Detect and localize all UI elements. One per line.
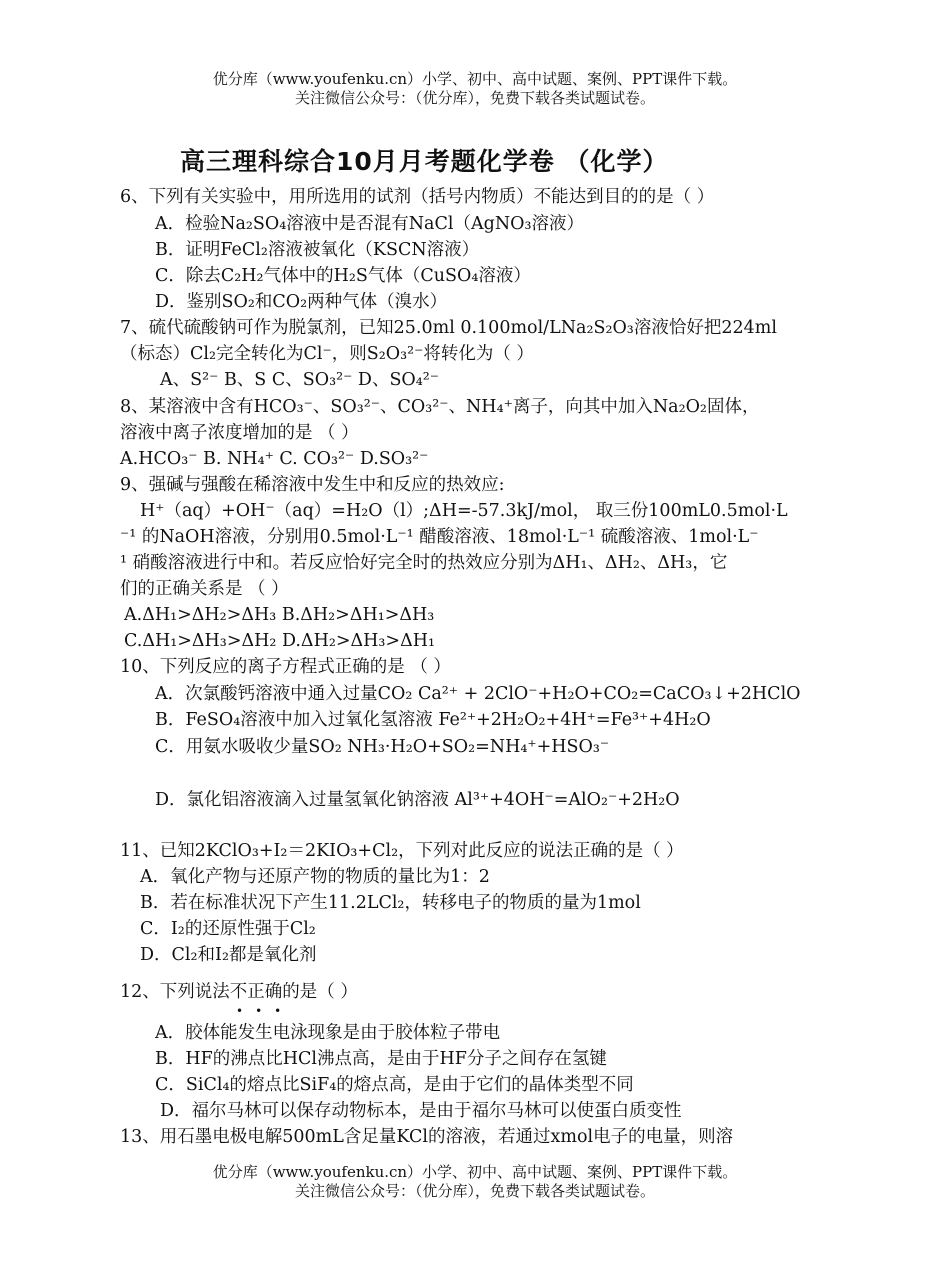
- question-6: 6、下列有关实验中，用所选用的试剂（括号内物质）不能达到目的的是（ ）: [120, 187, 715, 207]
- header-line-2: 关注微信公众号：（优分库），免费下载各类试题试卷。: [294, 89, 655, 107]
- option-11b: B．若在标准状况下产生11.2LCl₂，转移电子的物质的量为1mol: [140, 893, 641, 913]
- option-6b: B．证明FeCl₂溶液被氧化（KSCN溶液）: [155, 240, 480, 260]
- page-header: [0, 70, 950, 108]
- options-8: A.HCO₃⁻ B. NH₄⁺ C. CO₃²⁻ D.SO₃²⁻: [120, 449, 429, 469]
- option-6a: A．检验Na₂SO₄溶液中是否混有NaCl（AgNO₃溶液）: [155, 214, 584, 234]
- question-9-line4: ¹ 硝酸溶液进行中和。若反应恰好完全时的热效应分别为ΔH₁、ΔH₂、ΔH₃，它: [120, 553, 728, 573]
- question-11: 11、已知2KClO₃+I₂＝2KIO₃+Cl₂，下列对此反应的说法正确的是（ ）: [120, 841, 684, 861]
- options-7: A、S²⁻ B、S C、SO₃²⁻ D、SO₄²⁻: [160, 370, 440, 390]
- question-7-cont: （标态）Cl₂完全转化为Cl⁻，则S₂O₃²⁻将转化为（ ）: [120, 344, 534, 364]
- footer-line-2: 关注微信公众号：（优分库），免费下载各类试题试卷。: [294, 1182, 655, 1200]
- option-12b: B．HF的沸点比HCl沸点高，是由于HF分子之间存在氢键: [155, 1049, 607, 1069]
- option-11a: A．氧化产物与还原产物的物质的量比为1：2: [140, 867, 490, 887]
- question-9-line5: 们的正确关系是 （ ）: [120, 579, 289, 599]
- exam-title: 高三理科综合10月月考题化学卷 （化学）: [180, 147, 669, 176]
- footer-line-1: 优分库（www.youfenku.cn）小学、初中、高中试题、案例、PPT课件下载。: [212, 1163, 738, 1181]
- question-9-line3: ⁻¹ 的NaOH溶液，分别用0.5mol·L⁻¹ 醋酸溶液、18mol·L⁻¹ 硫酸溶液、1mol·L⁻: [120, 527, 759, 547]
- option-11d: D．Cl₂和I₂都是氧化剂: [140, 945, 317, 965]
- header-line-1: 优分库（www.youfenku.cn）小学、初中、高中试题、案例、PPT课件下载。: [212, 70, 738, 88]
- option-6c: C．除去C₂H₂气体中的H₂S气体（CuSO₄溶液）: [155, 266, 531, 286]
- page-footer: [0, 1163, 950, 1201]
- option-10d: D．氯化铝溶液滴入过量氢氧化钠溶液 Al³⁺+4OH⁻=AlO₂⁻+2H₂O: [155, 790, 680, 810]
- question-12: 12、下列说法不正确的是（ ）: [120, 982, 358, 1002]
- question-13: 13、用石墨电极电解500mL含足量KCl的溶液，若通过xmol电子的电量，则溶: [120, 1127, 734, 1147]
- option-10b: B．FeSO₄溶液中加入过氧化氢溶液 Fe²⁺+2H₂O₂+4H⁺=Fe³⁺+4H₂O: [155, 710, 711, 730]
- question-9-line2: H⁺（aq）+OH⁻（aq）=H₂O（l）;ΔH=-57.3kJ/mol， 取三份100mL0.5mol·L: [140, 501, 788, 521]
- question-8: 8、某溶液中含有HCO₃⁻、SO₃²⁻、CO₃²⁻、NH₄⁺离子，向其中加入Na₂O₂固体，: [120, 397, 760, 417]
- question-7: 7、硫代硫酸钠可作为脱氯剂，已知25.0ml 0.100mol/LNa₂S₂O₃溶液恰好把224ml: [120, 318, 777, 338]
- options-9-ab: A.ΔH₁>ΔH₂>ΔH₃ B.ΔH₂>ΔH₁>ΔH₃: [124, 605, 435, 625]
- option-12c: C．SiCl₄的熔点比SiF₄的熔点高，是由于它们的晶体类型不同: [155, 1075, 634, 1095]
- option-12d: D．福尔马林可以保存动物标本，是由于福尔马林可以使蛋白质变性: [160, 1101, 682, 1121]
- option-12a: A．胶体能发生电泳现象是由于胶体粒子带电: [155, 1023, 501, 1043]
- options-9-cd: C.ΔH₁>ΔH₃>ΔH₂ D.ΔH₂>ΔH₃>ΔH₁: [124, 631, 436, 651]
- emphasis-dots: •••: [236, 1004, 294, 1018]
- question-8-cont: 溶液中离子浓度增加的是 （ ）: [120, 423, 359, 443]
- question-10: 10、下列反应的离子方程式正确的是 （ ）: [120, 657, 451, 677]
- question-9: 9、强碱与强酸在稀溶液中发生中和反应的热效应:: [120, 475, 505, 495]
- option-10a: A．次氯酸钙溶液中通入过量CO₂ Ca²⁺ + 2ClO⁻+H₂O+CO₂=CaCO₃↓+2HClO: [155, 684, 801, 704]
- option-10c: C．用氨水吸收少量SO₂ NH₃·H₂O+SO₂=NH₄⁺+HSO₃⁻: [155, 737, 610, 757]
- option-11c: C．I₂的还原性强于Cl₂: [140, 919, 316, 939]
- option-6d: D．鉴别SO₂和CO₂两种气体（溴水）: [155, 292, 448, 312]
